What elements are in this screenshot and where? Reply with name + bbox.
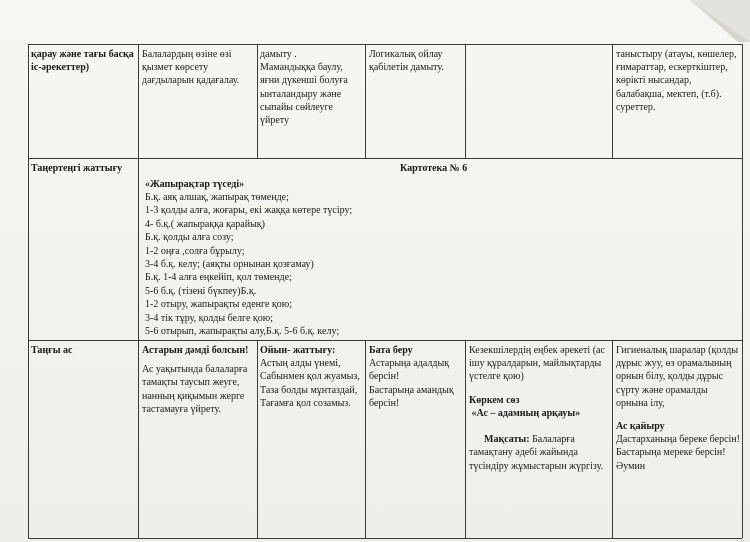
exercise-line: 1-2 отыру, жапырақты еденге қою; — [145, 299, 293, 311]
row3-col6-text: Гигиеналық шаралар (қолды дұрыс жуу, өз орамалының орнын білу, қолды дұрыс сүрту және орамалды орнына ілу, — [616, 345, 741, 409]
row3-breakfast-label: Таңғы ас — [31, 345, 73, 356]
row3-col5-goal-text: Балаларға тамақтану әдебі жайында түсіндіру жұмыстарын жүргізу. — [469, 434, 604, 472]
table-border-c2-r3 — [257, 340, 258, 538]
row3-col2-text: Ас уақытында балаларға тамақты таусып жеуге, нанның қиқымын жерге тастамауға үйрету. — [142, 364, 250, 415]
table-border-left — [28, 44, 29, 538]
row3-col4-title: Бата беру — [369, 345, 413, 356]
bleed-through-column-a — [258, 6, 260, 8]
table-border-c5-r3 — [612, 340, 613, 538]
row3-col5 — [469, 344, 609, 486]
table-border-c1 — [138, 44, 139, 158]
row1-acquaint-text: таныстыру (атауы, көшелер, ғимараттар, ескерткіштер, көрікті нысандар, балабақша, мектеп, (т.б). суреттер. — [616, 49, 739, 113]
row2-morning-exercise-label: Таңертеңгі жаттығу — [31, 163, 123, 174]
row2-card-title: Картотека № 6 — [400, 163, 468, 174]
table-border-top — [28, 44, 742, 45]
folded-corner-icon — [690, 0, 750, 42]
exercise-line: 3-4 б.қ. келу; (аяқты орнынан қозғамау) — [145, 258, 314, 270]
row3-col5-goal — [469, 420, 609, 486]
row2-exercise-title: «Жапырақтар түседі» — [145, 179, 245, 190]
table-border-row2-label — [138, 158, 139, 340]
row3-col6-text2: Дастарханыңа береке берсін! Бастарыңа мереке берсін! Әумин — [616, 434, 740, 472]
row3-col5-text: Кезекшілердің еңбек әрекеті (ас ішу құралдарын, майлықтарды үстелге қою) — [469, 345, 608, 383]
exercise-line: 1-3 қолды алға, жоғары, екі жаққа көтере түсіру; — [145, 205, 353, 217]
table-border-row1 — [28, 158, 742, 159]
row3-col6-title: Ас қайыру — [616, 420, 665, 432]
row3-col4-text: Астарыңа адалдық берсін! Бастарыңа амандық берсін! — [369, 358, 454, 409]
row3-col3-title: Ойын- жаттығу: — [260, 345, 336, 356]
row3-col2 — [142, 344, 254, 416]
row3-col2-title: Астарын дәмді болсын! — [142, 345, 249, 356]
exercise-line: Б.қ. аяқ алшақ, жапырақ төменде; — [145, 192, 289, 203]
row3-col3-text: Астың алды үнемі, Сабынмен қол жуамыз, Таза болды мұнтаздай, Тағамға қол созамыз. — [260, 358, 360, 409]
row3-col5-goal-label: Мақсаты: — [484, 434, 530, 446]
exercise-line: 3-4 тік тұру, қолды белге қою; — [145, 312, 273, 324]
row1-activity-label: қарау және тағы басқа іс-әрекеттер) — [31, 49, 137, 74]
exercise-line: Б.қ. қолды алға созу; — [145, 232, 234, 244]
row1-profession-text: дамыту . Мамандыққа баулу, яғни дүкенші болуға ынталандыру және сыпайы сөйлеуге үйрету — [260, 49, 348, 126]
table-border-bottom — [28, 538, 742, 539]
exercise-line: 5-6 отырып, жапырақты алу,Б.қ. 5-6 б.қ. келу; — [145, 325, 340, 337]
table-border-c4-r3 — [465, 340, 466, 538]
table-border-c3-r3 — [365, 340, 366, 538]
row3-col6 — [616, 344, 740, 473]
table-border-c4 — [465, 44, 466, 158]
table-border-right — [742, 44, 743, 538]
table-border-c2 — [257, 44, 258, 158]
row3-col3 — [260, 344, 363, 410]
row3-col5-title: Көркем сөз — [469, 394, 520, 406]
table-border-c5 — [612, 44, 613, 158]
row3-col4 — [369, 344, 463, 410]
exercise-line: Б.қ. 1-4 алға еңкейіп, қол төменде; — [145, 272, 292, 284]
row1-logic-text: Логикалық ойлау қабілетін дамыту. — [369, 49, 446, 74]
table-border-c3 — [365, 44, 366, 158]
table-border-c1-r3 — [138, 340, 139, 538]
exercise-line: 4- б.қ.( жапыраққа қарайық) — [145, 218, 265, 230]
row2-exercise-list — [145, 191, 405, 338]
row1-self-care-text: Балалардың өзіне өзі қызмет көрсету дағдыларын қадағалау. — [142, 49, 240, 87]
table-border-row2 — [28, 340, 742, 341]
exercise-line: 5-6 б.қ. (тізені бүкпеу)Б.қ. — [145, 285, 257, 297]
row3-col5-quote: «Ас – адамның арқауы» — [469, 407, 581, 419]
exercise-line: 1-2 оңға ,солға бұрылу; — [145, 245, 245, 257]
